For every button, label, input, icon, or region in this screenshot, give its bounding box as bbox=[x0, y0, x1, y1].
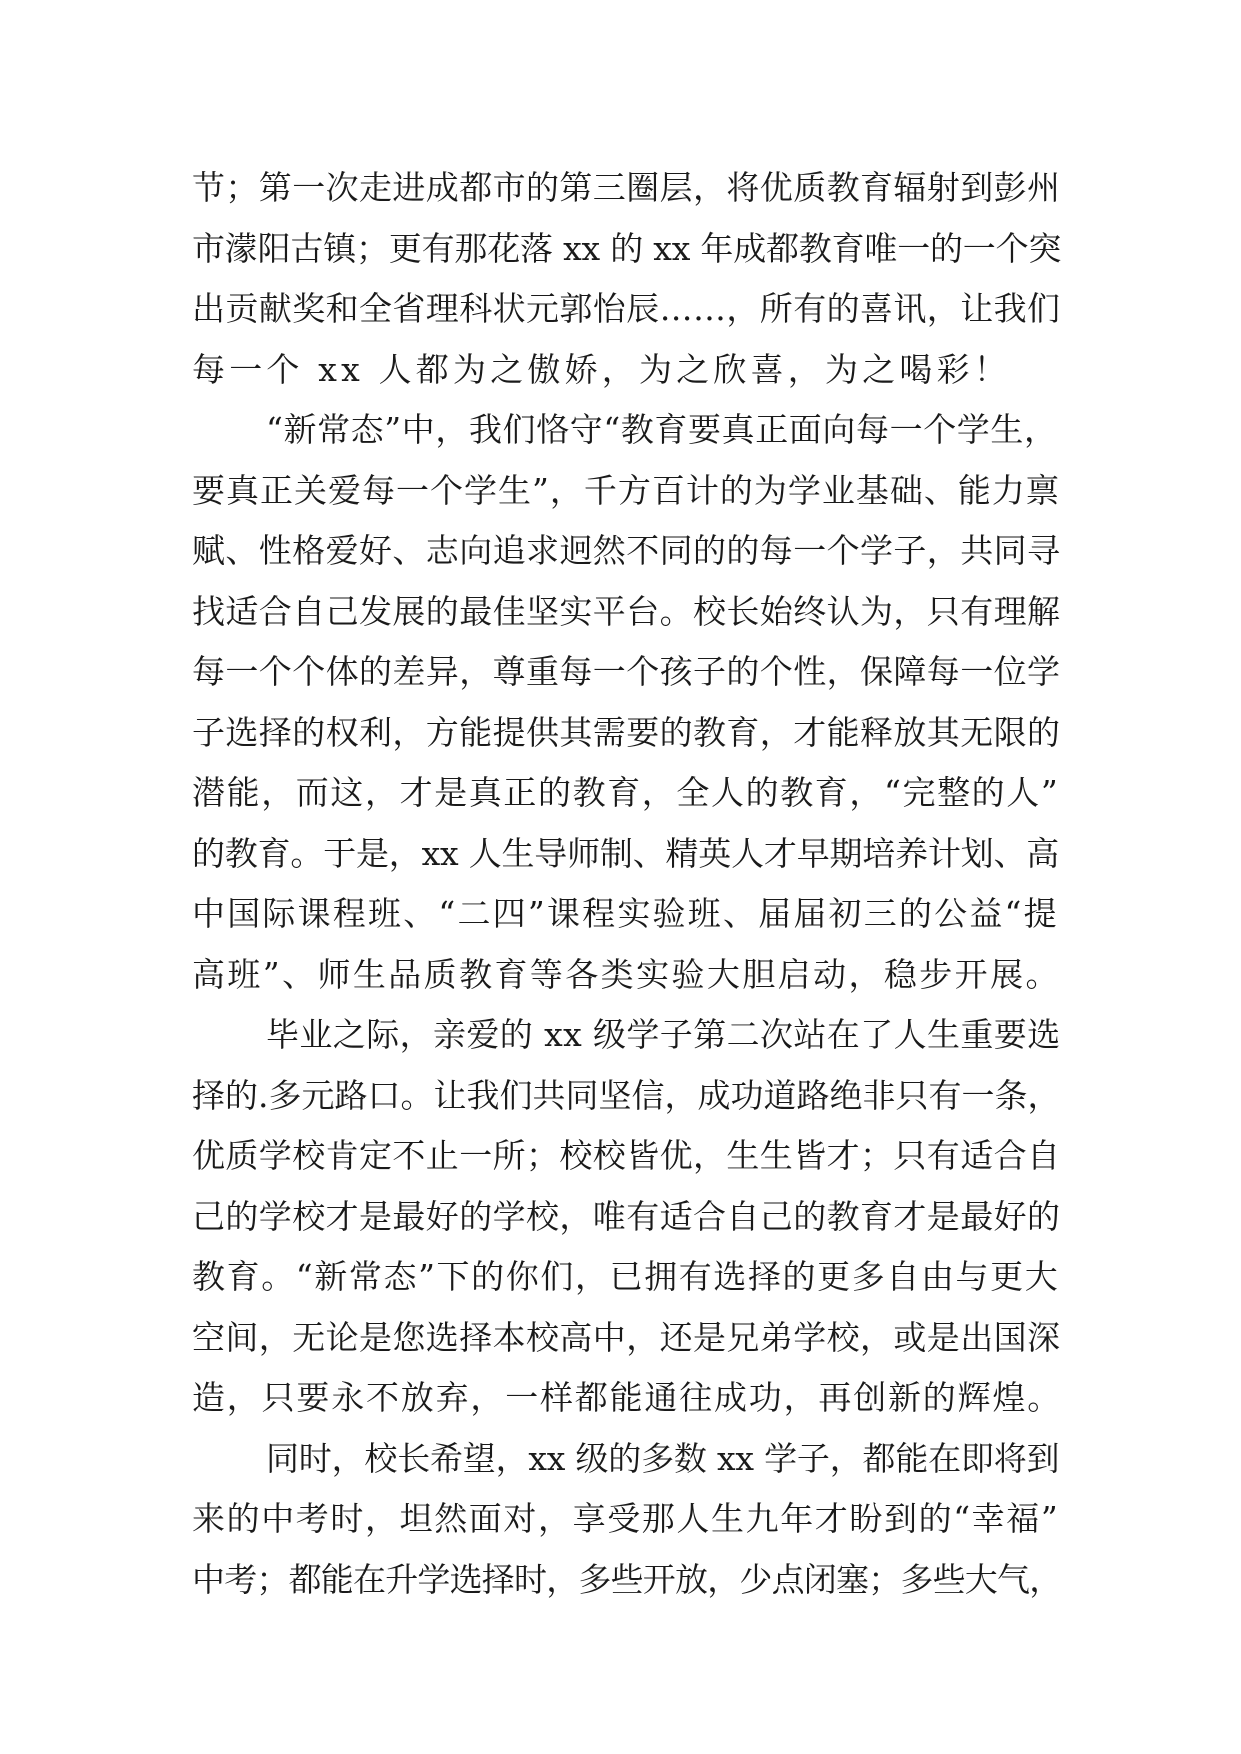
text-line: 择的.多元路口。让我们共同坚信，成功道路绝非只有一条， bbox=[192, 1075, 1061, 1115]
text-line: 的教育。于是，xx 人生导师制、精英人才早期培养计划、高 bbox=[192, 833, 1060, 873]
paragraph-first-line: “新常态”中，我们恪守“教育要真正面向每一个学生， bbox=[266, 410, 1058, 449]
text-line: 出贡献奖和全省理科状元郭怡辰……，所有的喜讯，让我们 bbox=[192, 289, 1061, 328]
text-line: 教育。“新常态”下的你们，已拥有选择的更多自由与更大 bbox=[192, 1257, 1060, 1296]
text-line: 中国际课程班、“二四”课程实验班、届届初三的公益“提 bbox=[192, 894, 1059, 933]
text-line: 每一个个体的差异，尊重每一个孩子的个性，保障每一位学 bbox=[192, 652, 1061, 691]
paragraph-first-line: 毕业之际，亲爱的 xx 级学子第二次站在了人生重要选 bbox=[266, 1015, 1061, 1054]
text-line: 节；第一次走进成都市的第三圈层，将优质教育辐射到彭州 bbox=[192, 168, 1061, 207]
text-line: 找适合自己发展的最佳坚实平台。校长始终认为，只有理解 bbox=[192, 591, 1061, 631]
text-line: 中考；都能在升学选择时，多些开放，少点闭塞；多些大气， bbox=[192, 1559, 1062, 1599]
text-line: 优质学校肯定不止一所；校校皆优，生生皆才；只有适合自 bbox=[192, 1136, 1061, 1175]
text-line: 潜能，而这，才是真正的教育，全人的教育，“完整的人” bbox=[192, 773, 1060, 812]
text-line: 要真正关爱每一个学生”，千方百计的为学业基础、能力禀 bbox=[192, 470, 1060, 510]
text-line: 子选择的权利，方能提供其需要的教育，才能释放其无限的 bbox=[192, 712, 1061, 752]
text-line: 造，只要永不放弃，一样都能通往成功，再创新的辉煌。 bbox=[192, 1378, 1062, 1417]
text-line: 来的中考时，坦然面对，享受那人生九年才盼到的“幸福” bbox=[192, 1499, 1060, 1538]
text-line: 赋、性格爱好、志向追求迥然不同的的每一个学子，共同寻 bbox=[192, 531, 1061, 570]
text-line: 高班”、师生品质教育等各类实验大胆启动，稳步开展。 bbox=[192, 954, 1061, 994]
paragraph-first-line: 同时，校长希望，xx 级的多数 xx 学子，都能在即将到 bbox=[266, 1438, 1060, 1478]
text-line: 每一个 xx 人都为之傲娇，为之欣喜，为之喝彩！ bbox=[192, 349, 1012, 389]
body-text bbox=[192, 158, 1062, 1610]
text-line: 市濛阳古镇；更有那花落 xx 的 xx 年成都教育唯一的一个突 bbox=[192, 228, 1062, 268]
text-line: 空间，无论是您选择本校高中，还是兄弟学校，或是出国深 bbox=[192, 1317, 1061, 1357]
text-line: 己的学校才是最好的学校，唯有适合自己的教育才是最好的 bbox=[192, 1196, 1061, 1236]
